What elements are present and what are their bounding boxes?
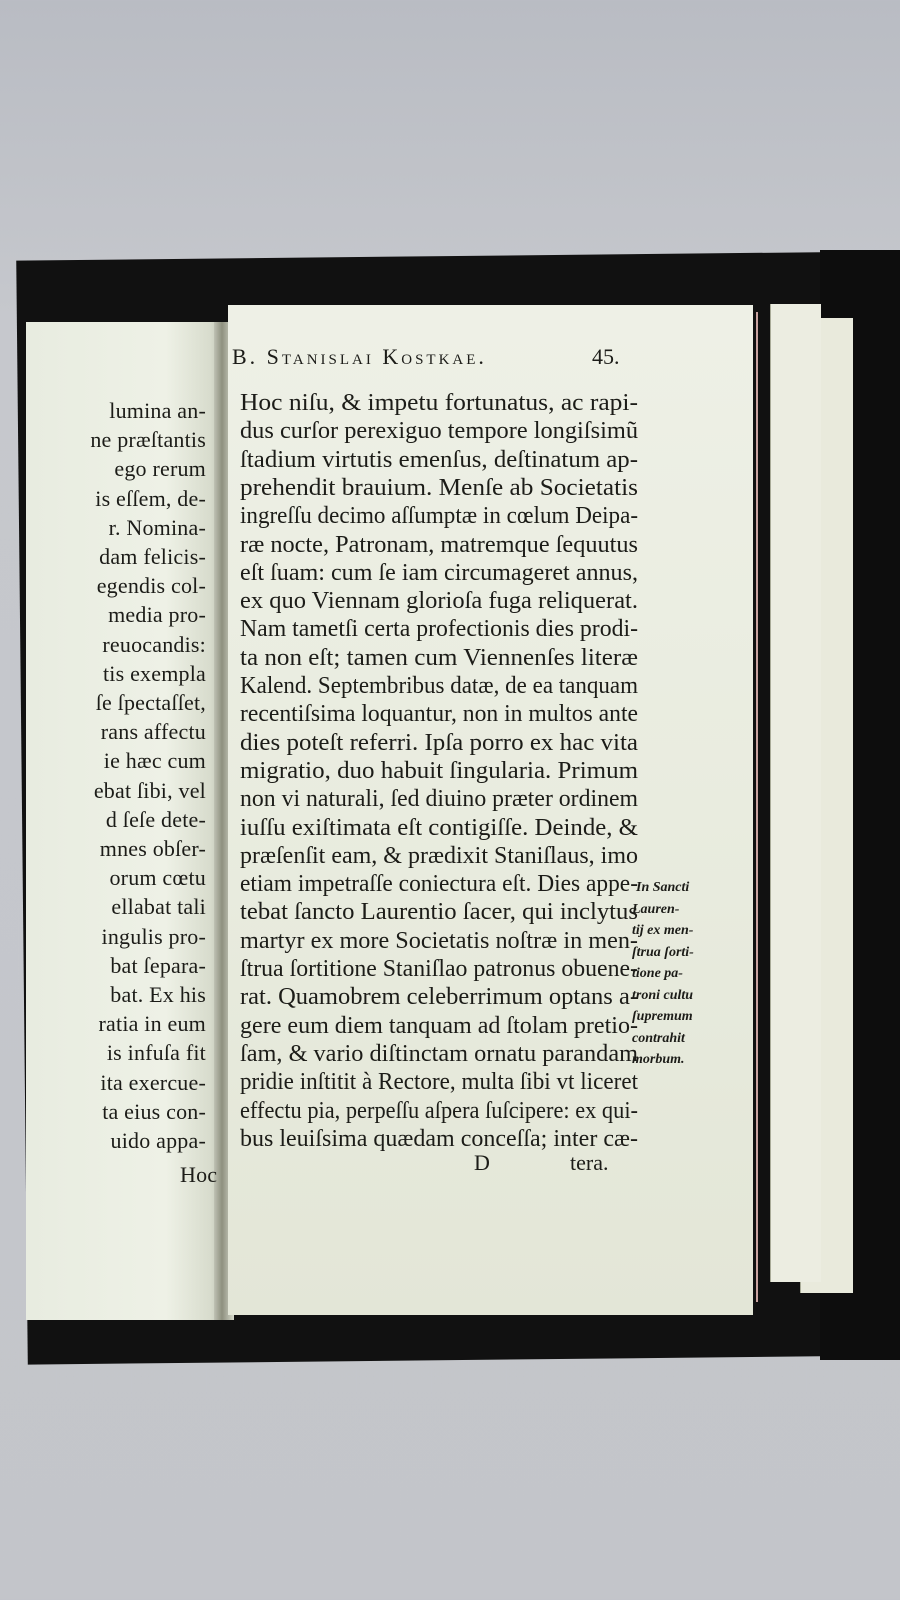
left-page-line: is eſſem, de- — [95, 485, 206, 511]
body-text-line: ſtadium virtutis emenſus, deſtinatum ap- — [240, 446, 638, 473]
left-page-line: ſe ſpectaſſet, — [95, 690, 206, 715]
body-text-line: martyr ex more Societatis noſtræ in men- — [240, 927, 638, 954]
left-page-line: ego rerum — [114, 456, 206, 482]
body-text-line: migratio, duo habuit ſingularia. Primum — [240, 757, 638, 784]
body-text-line: prehendit brauium. Menſe ab Societatis — [240, 474, 638, 501]
left-page-line: d ſeſe dete- — [105, 806, 206, 832]
margin-note-line: morbum. — [632, 1052, 685, 1067]
page-edge-front — [770, 304, 821, 1282]
body-text-line: dus curſor perexiguo tempore longiſsimũ — [240, 418, 638, 445]
body-text-line: tebat ſancto Laurentio ſacer, qui inclytus — [240, 899, 638, 926]
body-text-line: ta non eſt; tamen cum Viennenſes literæ — [240, 644, 638, 671]
body-text-line: etiam impetraſſe coniectura eſt. Dies appe- — [240, 871, 638, 898]
body-text-line: ſtrua ſortitione Staniſlao patronus obuene- — [240, 956, 638, 982]
page-number: 45. — [592, 344, 620, 369]
left-page-line: is infuſa fit — [106, 1040, 206, 1066]
body-text-line: ræ nocte, Patronam, matremque ſequutus — [240, 531, 638, 558]
body-text-line: Nam tametſi certa profectionis dies prodi- — [240, 616, 638, 643]
left-page-line: uido appa- — [110, 1128, 206, 1153]
margin-note-line: contrahit — [632, 1030, 685, 1046]
body-text-line: Hoc niſu, & impetu fortunatus, ac rapi- — [240, 390, 638, 416]
body-text-line: rat. Quamobrem celeberrimum optans a- — [240, 984, 638, 1011]
margin-note-line: troni cultu — [632, 987, 694, 1003]
body-text-line: effectu pia, perpeſſu aſpera ſuſcipere: ex qui- — [240, 1097, 638, 1124]
body-text-line: gere eum diem tanquam ad ſtolam pretio- — [240, 1012, 638, 1039]
signature-mark: D — [474, 1150, 490, 1175]
left-page-line: ie hæc cum — [103, 748, 206, 774]
margin-note-line: ſupremum — [632, 1009, 693, 1024]
margin-note-line: tione pa- — [632, 966, 683, 981]
left-page-line: egendis col- — [96, 573, 206, 599]
body-text-line: ingreſſu decimo aſſumptæ in cœlum Deipa- — [240, 503, 638, 530]
body-text-line: iuſſu exiſtimata eſt contigiſſe. Deinde, & — [240, 814, 638, 841]
body-text-line: non vi naturali, ſed diuino præter ordinem — [240, 786, 638, 813]
body-text-line: Kalend. Septembribus datæ, de ea tanquam — [240, 673, 638, 699]
body-text-line: præſenſit eam, & prædixit Staniſlaus, imo — [240, 842, 638, 869]
left-page-line: mnes obſer- — [99, 836, 206, 861]
left-page-line: media pro- — [108, 602, 206, 628]
catchword: tera. — [570, 1150, 609, 1175]
left-page-line: ellabat tali — [111, 894, 206, 920]
page-margin-rule — [756, 312, 758, 1302]
left-page-line: ebat ſibi, vel — [93, 777, 206, 803]
body-text-line: dies poteſt referri. Ipſa porro ex hac vita — [240, 729, 638, 756]
margin-note-line: ſtrua ſorti- — [632, 944, 694, 960]
margin-note-line: tij ex men- — [632, 923, 694, 938]
body-text-line: ſam, & vario diſtinctam ornatu parandam — [240, 1040, 638, 1067]
left-page-line: ita exercue- — [100, 1069, 206, 1095]
margin-note-line: In Sancti — [636, 880, 690, 895]
left-page-line: ta eius con- — [102, 1098, 206, 1124]
body-text-line: recentiſsima loquantur, non in multos ante — [240, 701, 638, 728]
left-page-line: tis exempla — [102, 660, 206, 686]
body-text-line: eſt ſuam: cum ſe iam circumageret annus, — [240, 559, 638, 586]
left-page-line: lumina an- — [109, 398, 206, 423]
running-head-title: B. Stanislai Kostkae. — [232, 344, 487, 369]
body-text-line: pridie inſtitit à Rectore, multa ſibi vt liceret — [240, 1069, 638, 1096]
left-page-line: orum cœtu — [109, 865, 206, 891]
left-page-line: reuocandis: — [102, 631, 206, 657]
left-page-line: rans affectu — [100, 719, 206, 745]
body-text-line: bus leuiſsima quædam conceſſa; inter cæ- — [240, 1125, 638, 1152]
left-catchword: Hoc — [180, 1162, 218, 1187]
left-page-line: dam felicis- — [99, 544, 206, 569]
body-text-line: ex quo Viennam glorioſa fuga reliquerat. — [240, 588, 638, 615]
left-page-line: ne præſtantis — [90, 427, 206, 453]
left-page-line: bat ſepara- — [110, 952, 206, 978]
left-page-line: ingulis pro- — [101, 923, 206, 949]
margin-note-line: Lauren- — [632, 901, 680, 917]
left-page-line: bat. Ex his — [110, 982, 206, 1007]
left-page-line: r. Nomina- — [108, 514, 206, 540]
left-page-line: ratia in eum — [98, 1011, 206, 1037]
